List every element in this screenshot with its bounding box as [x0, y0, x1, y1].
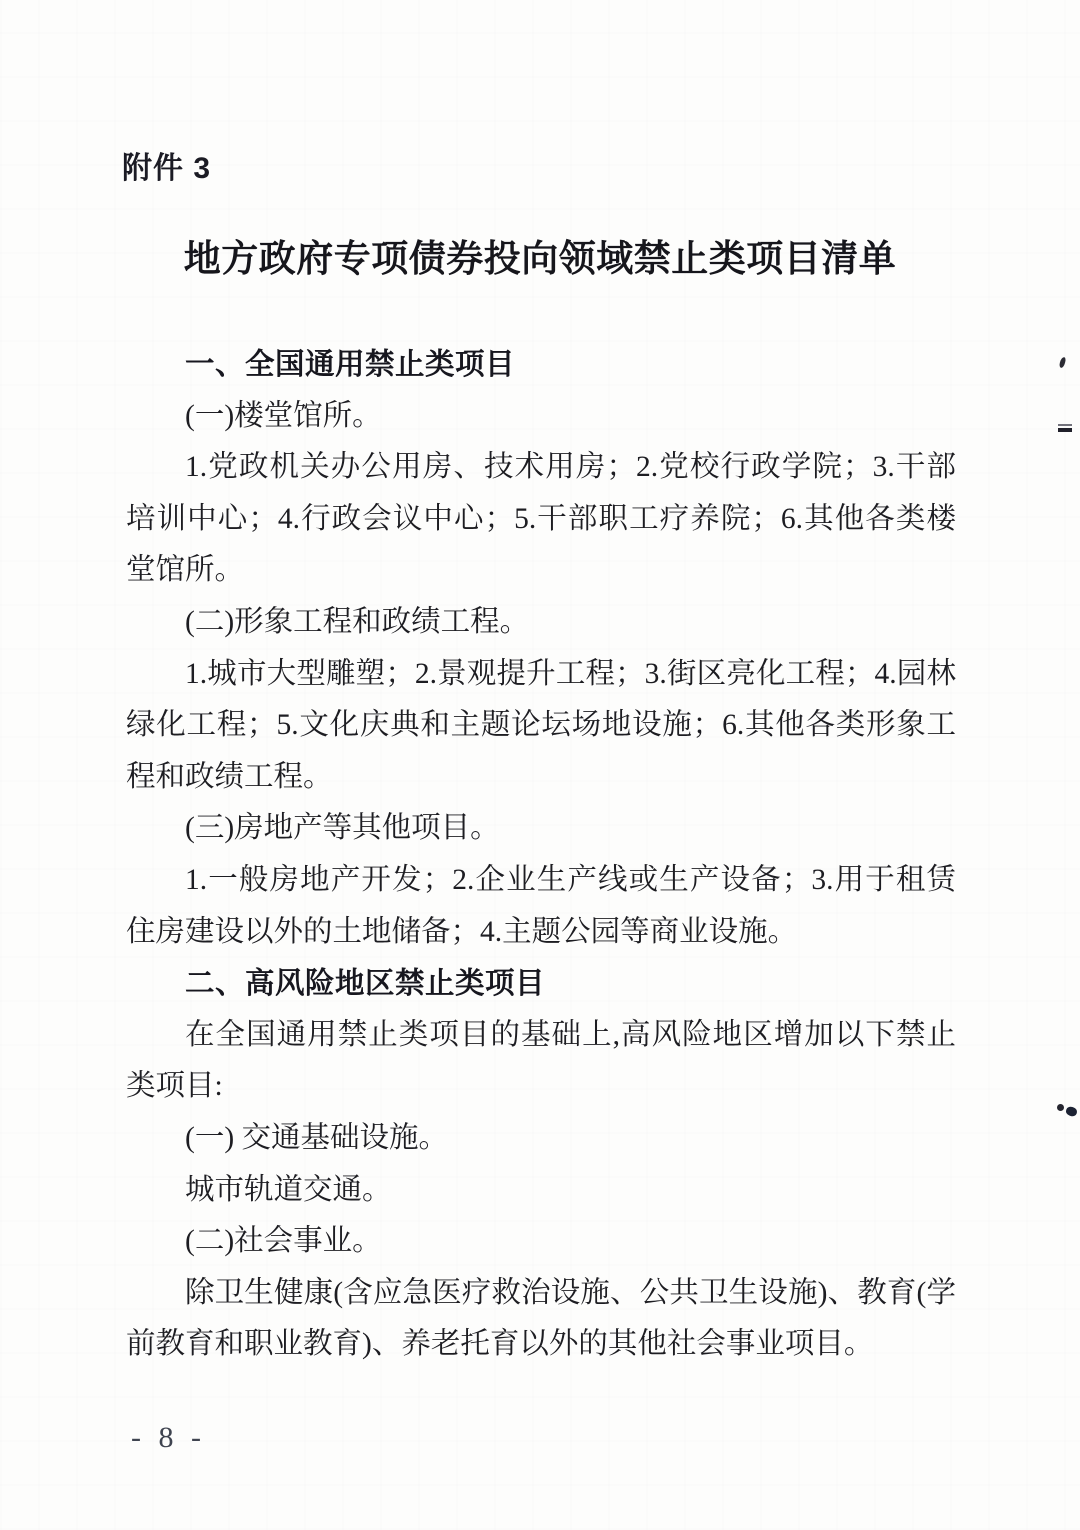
attachment-label: 附件 3 [122, 152, 212, 185]
document-body [126, 339, 956, 1371]
body-text-line: 城市轨道交通。 [185, 1173, 392, 1206]
ink-dot [1057, 1104, 1064, 1111]
body-text-line: (二)形象工程和政绩工程。 [185, 605, 530, 638]
section-1-heading: 一、全国通用禁止类项目 [185, 348, 516, 381]
body-text-line: 除卫生健康(含应急医疗救治设施、公共卫生设施)、教育(学 [185, 1276, 956, 1309]
section-2-heading: 二、高风险地区禁止类项目 [185, 967, 546, 1001]
body-text-line: 培训中心；4.行政会议中心；5.干部职工疗养院；6.其他各类楼 [126, 502, 956, 535]
page-title: 地方政府专项债券投向领域禁止类项目清单 [183, 239, 897, 280]
ink-speck-apostrophe [1059, 357, 1067, 369]
body-text-line: 类项目: [126, 1070, 223, 1103]
ink-speck-dots [1057, 1102, 1079, 1118]
page-number: - 8 - [131, 1421, 206, 1454]
body-text-line: (一)楼堂馆所。 [185, 399, 382, 432]
body-text-line: 住房建设以外的土地储备；4.主题公园等商业设施。 [126, 915, 798, 948]
body-text-line: (二)社会事业。 [185, 1225, 382, 1258]
body-text-line: (三)房地产等其他项目。 [185, 812, 500, 845]
ink-dot [1065, 1106, 1078, 1118]
body-text-line: (一) 交通基础设施。 [185, 1121, 449, 1154]
body-text-line: 1.一般房地产开发；2.企业生产线或生产设备；3.用于租赁 [185, 863, 956, 896]
body-text-line: 1.城市大型雕塑；2.景观提升工程；3.街区亮化工程；4.园林 [185, 657, 956, 690]
ink-speck-equals [1058, 424, 1072, 432]
body-text-line: 在全国通用禁止类项目的基础上,高风险地区增加以下禁止 [185, 1018, 956, 1051]
body-text-line: 绿化工程；5.文化庆典和主题论坛场地设施；6.其他各类形象工 [126, 709, 956, 742]
body-text-line: 堂馆所。 [126, 554, 245, 587]
body-text-line: 程和政绩工程。 [126, 760, 333, 793]
body-text-line: 1.党政机关办公用房、技术用房；2.党校行政学院；3.干部 [185, 451, 956, 484]
body-text-line: 前教育和职业教育)、养老托育以外的其他社会事业项目。 [126, 1328, 874, 1361]
